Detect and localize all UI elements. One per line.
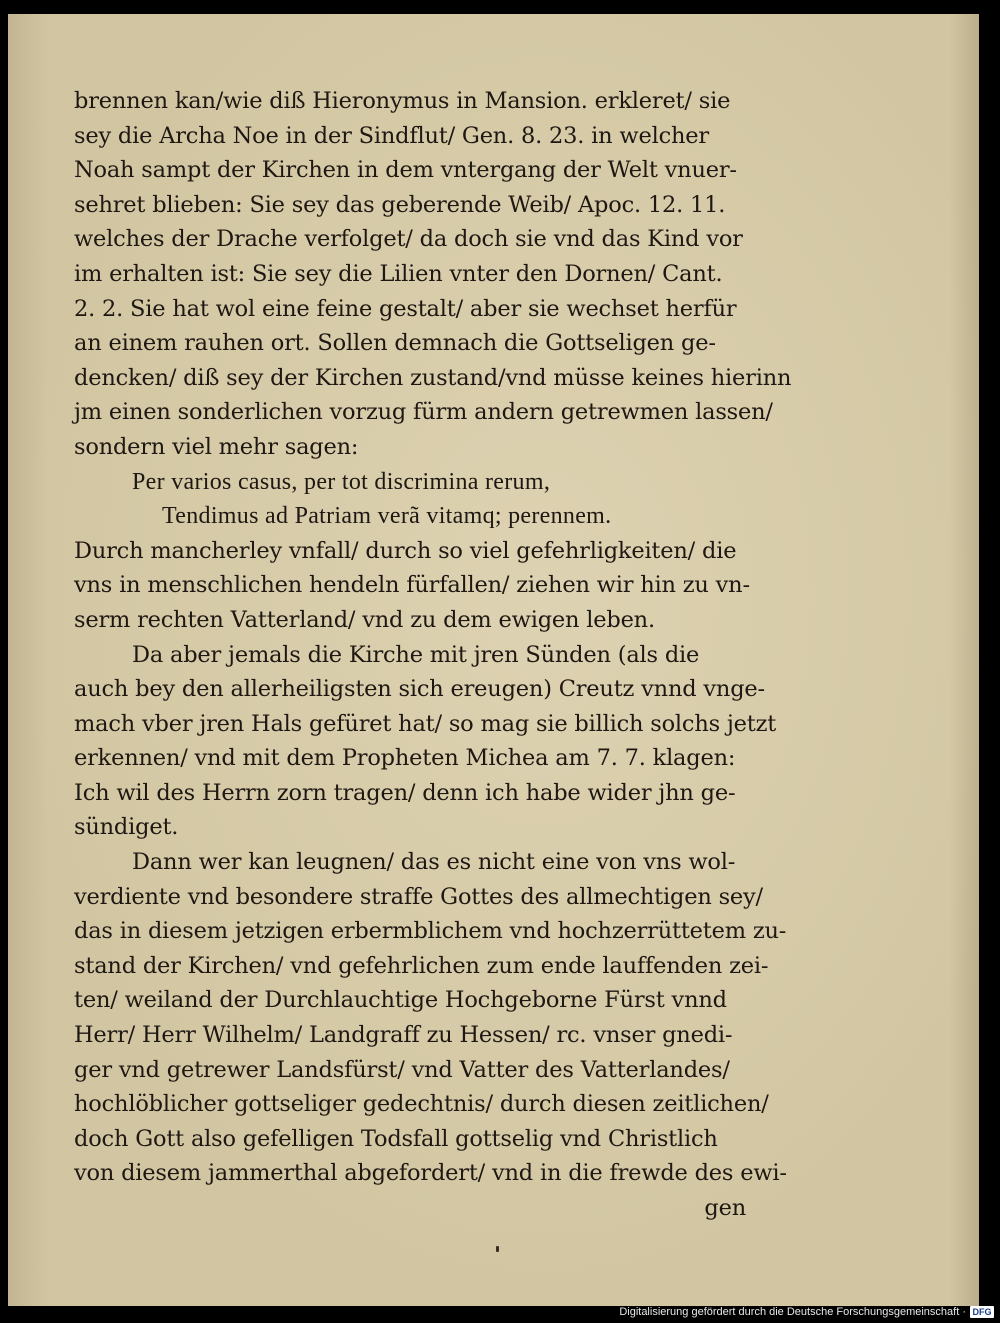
text-line: Herr/ Herr Wilhelm/ Landgraff zu Hessen/ rc. vnser gnedi- — [74, 1022, 733, 1049]
text-line: mach vber jren Hals gefüret hat/ so mag sie billich solchs jetzt — [74, 710, 777, 737]
text-line: erkennen/ vnd mit dem Propheten Michea am 7. 7. klagen: — [74, 745, 736, 772]
dfg-logo-icon: DFG — [970, 1306, 994, 1318]
credit-text: Digitalisierung gefördert durch die Deutsche Forschungsgemeinschaft · — [619, 1306, 966, 1318]
text-line: sündiget. — [74, 814, 179, 841]
text-line: sey die Archa Noe in der Sindflut/ Gen. 8. 23. in welcher — [74, 122, 709, 149]
ink-speck — [496, 1246, 499, 1252]
text-line: welches der Drache verfolget/ da doch sie vnd das Kind vor — [74, 226, 743, 253]
text-line: Ich wil des Herrn zorn tragen/ denn ich habe wider jhn ge- — [74, 779, 736, 806]
text-line: ten/ weiland der Durchlauchtige Hochgeborne Fürst vnnd — [74, 987, 727, 1014]
text-line: ger vnd getrewer Landsfürst/ vnd Vatter des Vatterlandes/ — [74, 1056, 730, 1083]
text-line: hochlöblicher gottseliger gedechtnis/ durch diesen zeitlichen/ — [74, 1091, 769, 1118]
text-line: dencken/ diß sey der Kirchen zustand/vnd müsse keines hierinn — [74, 364, 792, 391]
text-line: Durch mancherley vnfall/ durch so viel gefehrligkeiten/ die — [74, 537, 737, 564]
text-line: verdiente vnd besondere straffe Gottes des allmechtigen sey/ — [74, 883, 763, 910]
book-page — [8, 14, 979, 1306]
latin-verse-line: Per varios casus, per tot discrimina rerum, — [132, 468, 551, 495]
text-line: jm einen sonderlichen vorzug fürm andern getrewmen lassen/ — [74, 399, 773, 426]
page-text — [74, 84, 792, 1226]
text-line: im erhalten ist: Sie sey die Lilien vnter den Dornen/ Cant. — [74, 260, 723, 287]
text-line: an einem rauhen ort. Sollen demnach die Gottseligen ge- — [74, 330, 716, 357]
text-line: 2. 2. Sie hat wol eine feine gestalt/ aber sie wechset herfür — [74, 295, 737, 322]
text-line: auch bey den allerheiligsten sich ereugen) Creutz vnnd vnge- — [74, 676, 765, 703]
text-line: stand der Kirchen/ vnd gefehrlichen zum ende lauffenden zei- — [74, 952, 769, 979]
text-line: brennen kan/wie diß Hieronymus in Mansion. erkleret/ sie — [74, 88, 731, 114]
catchword: gen — [704, 1195, 746, 1221]
latin-verse-line: Tendimus ad Patriam verã vitamq; perennem. — [162, 503, 612, 530]
paragraph-first-line: Dann wer kan leugnen/ das es nicht eine von vns wol- — [132, 849, 736, 876]
paragraph-first-line: Da aber jemals die Kirche mit jren Sünden (als die — [132, 641, 700, 668]
text-line: sondern viel mehr sagen: — [74, 433, 359, 460]
text-line: serm rechten Vatterland/ vnd zu dem ewigen leben. — [74, 606, 655, 633]
text-line: sehret blieben: Sie sey das geberende Weib/ Apoc. 12. 11. — [74, 191, 726, 218]
text-line: Noah sampt der Kirchen in dem vntergang der Welt vnuer- — [74, 157, 737, 184]
digitization-credit — [619, 1304, 994, 1320]
text-line: das in diesem jetzigen erbermblichem vnd hochzerrüttetem zu- — [74, 918, 787, 945]
text-line: doch Gott also gefelligen Todsfall gottselig vnd Christlich — [74, 1125, 718, 1152]
text-line: vns in menschlichen hendeln fürfallen/ ziehen wir hin zu vn- — [74, 572, 750, 599]
text-line: von diesem jammerthal abgefordert/ vnd in die frewde des ewi- — [74, 1160, 787, 1187]
